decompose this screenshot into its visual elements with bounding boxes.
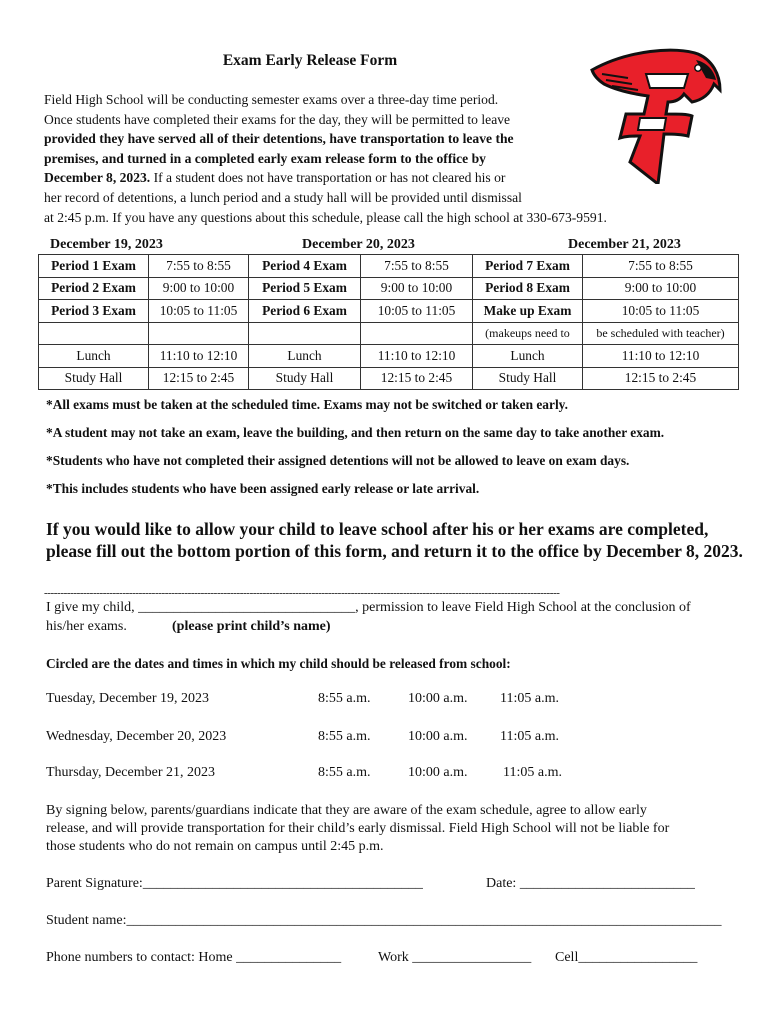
agreement-line: By signing below, parents/guardians indicate that they are aware of the exam schedule, agree to allow early — [46, 803, 647, 818]
table-cell: 9:00 to 10:00 — [149, 277, 249, 300]
day-header: December 19, 2023 — [50, 237, 163, 252]
student-name-field[interactable]: _____________________________________________________________________________________ — [126, 913, 722, 928]
rule-note: *Students who have not completed their assigned detentions will not be allowed to leave on exam days. — [46, 453, 630, 468]
return-instruction: If you would like to allow your child to leave school after his or her exams are completed, please fill out the bottom portion of this form, and return it to the office by December 8, 2023. — [46, 519, 743, 561]
release-time-option[interactable]: 10:00 a.m. — [408, 729, 468, 744]
release-day: Wednesday, December 20, 2023 — [46, 729, 227, 744]
release-time-option[interactable]: 8:55 a.m. — [318, 691, 371, 706]
table-cell: 11:10 to 12:10 — [149, 345, 249, 368]
table-cell: (makeups need to — [473, 322, 583, 345]
phone-row — [46, 950, 341, 966]
day-header: December 21, 2023 — [568, 237, 681, 252]
table-cell: 10:05 to 11:05 — [361, 300, 473, 323]
parent-signature-label: Parent Signature: — [46, 876, 143, 891]
release-time-option[interactable]: 8:55 a.m. — [318, 765, 371, 780]
date-field[interactable]: _________________________ — [519, 876, 695, 891]
table-cell: be scheduled with teacher) — [583, 322, 739, 345]
permission-line-2: his/her exams. — [46, 619, 127, 634]
table-cell: 10:05 to 11:05 — [583, 300, 739, 323]
parent-signature-field[interactable]: ________________________________________ — [142, 876, 423, 891]
rule-note: *All exams must be taken at the scheduled time. Exams may not be switched or taken early. — [46, 397, 568, 412]
release-time-option[interactable]: 10:00 a.m. — [408, 691, 468, 706]
cell-phone-row — [555, 950, 697, 966]
release-time-option[interactable]: 11:05 a.m. — [500, 729, 559, 744]
cell-phone-field[interactable]: _________________ — [578, 950, 698, 965]
table-cell — [361, 322, 473, 345]
release-time-option[interactable]: 10:00 a.m. — [408, 765, 468, 780]
release-time-option[interactable]: 8:55 a.m. — [318, 729, 371, 744]
intro-bold-line: provided they have served all of their detentions, have transportation to leave the — [44, 131, 514, 147]
agreement-line: those students who do not remain on campus until 2:45 p.m. — [46, 839, 384, 854]
table-cell: 10:05 to 11:05 — [149, 300, 249, 323]
intro-paragraph — [44, 90, 694, 227]
cut-line: -------------------------------------------------------------------------------------------------------------------------------------------------------------- — [44, 587, 560, 599]
release-day: Thursday, December 21, 2023 — [46, 765, 215, 780]
table-cell: Study Hall — [39, 367, 149, 390]
intro-bold-line: premises, and turned in a completed early exam release form to the office by — [44, 150, 486, 166]
release-day: Tuesday, December 19, 2023 — [46, 691, 210, 706]
table-cell: Lunch — [39, 345, 149, 368]
table-row — [39, 322, 739, 345]
table-cell: Period 4 Exam — [249, 255, 361, 278]
table-cell: Period 3 Exam — [39, 300, 149, 323]
work-phone-row — [378, 950, 531, 966]
cell-phone-label: Cell — [555, 950, 579, 965]
table-cell: Period 7 Exam — [473, 255, 583, 278]
work-phone-field[interactable]: _________________ — [412, 950, 532, 965]
print-name-hint: (please print child’s name) — [172, 619, 331, 634]
table-row — [39, 345, 739, 368]
table-cell — [249, 322, 361, 345]
table-cell: 7:55 to 8:55 — [583, 255, 739, 278]
table-cell: Period 5 Exam — [249, 277, 361, 300]
table-cell: Lunch — [249, 345, 361, 368]
intro-deadline: December 8, 2023. — [44, 170, 151, 186]
table-cell: Study Hall — [249, 367, 361, 390]
table-cell: Period 8 Exam — [473, 277, 583, 300]
table-cell: 7:55 to 8:55 — [361, 255, 473, 278]
table-cell — [149, 322, 249, 345]
table-cell: 12:15 to 2:45 — [361, 367, 473, 390]
home-phone-label: Phone numbers to contact: Home — [46, 950, 237, 965]
table-cell: Period 2 Exam — [39, 277, 149, 300]
exam-schedule-table — [38, 254, 739, 390]
intro-line: her record of detentions, a lunch period and a study hall will be provided until dismissal — [44, 189, 522, 205]
child-name-field[interactable]: _______________________________ — [138, 600, 356, 615]
table-cell: Period 1 Exam — [39, 255, 149, 278]
table-row — [39, 367, 739, 390]
release-heading: Circled are the dates and times in which my child should be released from school: — [46, 656, 511, 671]
table-cell: Lunch — [473, 345, 583, 368]
permission-line: I give my child, _______________________________, permission to leave Field High School at the conclusion of — [46, 600, 691, 615]
table-cell: 12:15 to 2:45 — [583, 367, 739, 390]
parent-signature-row — [46, 876, 423, 892]
intro-line: December 8, 2023. If a student does not have transportation or has not cleared his or — [44, 170, 506, 186]
table-cell — [39, 322, 149, 345]
intro-line: Once students have completed their exams for the day, they will be permitted to leave — [44, 111, 511, 127]
table-cell: 9:00 to 10:00 — [583, 277, 739, 300]
date-row — [486, 876, 695, 892]
intro-line: at 2:45 p.m. If you have any questions about this schedule, please call the high school at 330-673-9591. — [44, 209, 607, 225]
table-cell: Study Hall — [473, 367, 583, 390]
release-time-option[interactable]: 11:05 a.m. — [503, 765, 562, 780]
day-header: December 20, 2023 — [302, 237, 415, 252]
table-cell: 11:10 to 12:10 — [583, 345, 739, 368]
table-cell: Period 6 Exam — [249, 300, 361, 323]
table-row — [39, 277, 739, 300]
table-cell: 9:00 to 10:00 — [361, 277, 473, 300]
release-time-option[interactable]: 11:05 a.m. — [500, 691, 559, 706]
form-title: Exam Early Release Form — [222, 52, 398, 69]
student-name-label: Student name: — [46, 913, 127, 928]
agreement-line: release, and will provide transportation for their child’s early dismissal. Field High School will not be liable for — [46, 821, 670, 836]
table-row — [39, 300, 739, 323]
table-cell: Make up Exam — [473, 300, 583, 323]
work-phone-label: Work — [378, 950, 413, 965]
home-phone-field[interactable]: _______________ — [236, 950, 342, 965]
date-label: Date: — [486, 876, 520, 891]
table-cell: 12:15 to 2:45 — [149, 367, 249, 390]
table-cell: 11:10 to 12:10 — [361, 345, 473, 368]
student-name-row — [46, 913, 726, 929]
table-row — [39, 255, 739, 278]
table-cell: 7:55 to 8:55 — [149, 255, 249, 278]
rule-note: *This includes students who have been assigned early release or late arrival. — [46, 481, 480, 496]
rule-note: *A student may not take an exam, leave the building, and then return on the same day to take another exam. — [46, 425, 665, 440]
intro-line: Field High School will be conducting semester exams over a three-day time period. — [44, 92, 499, 107]
